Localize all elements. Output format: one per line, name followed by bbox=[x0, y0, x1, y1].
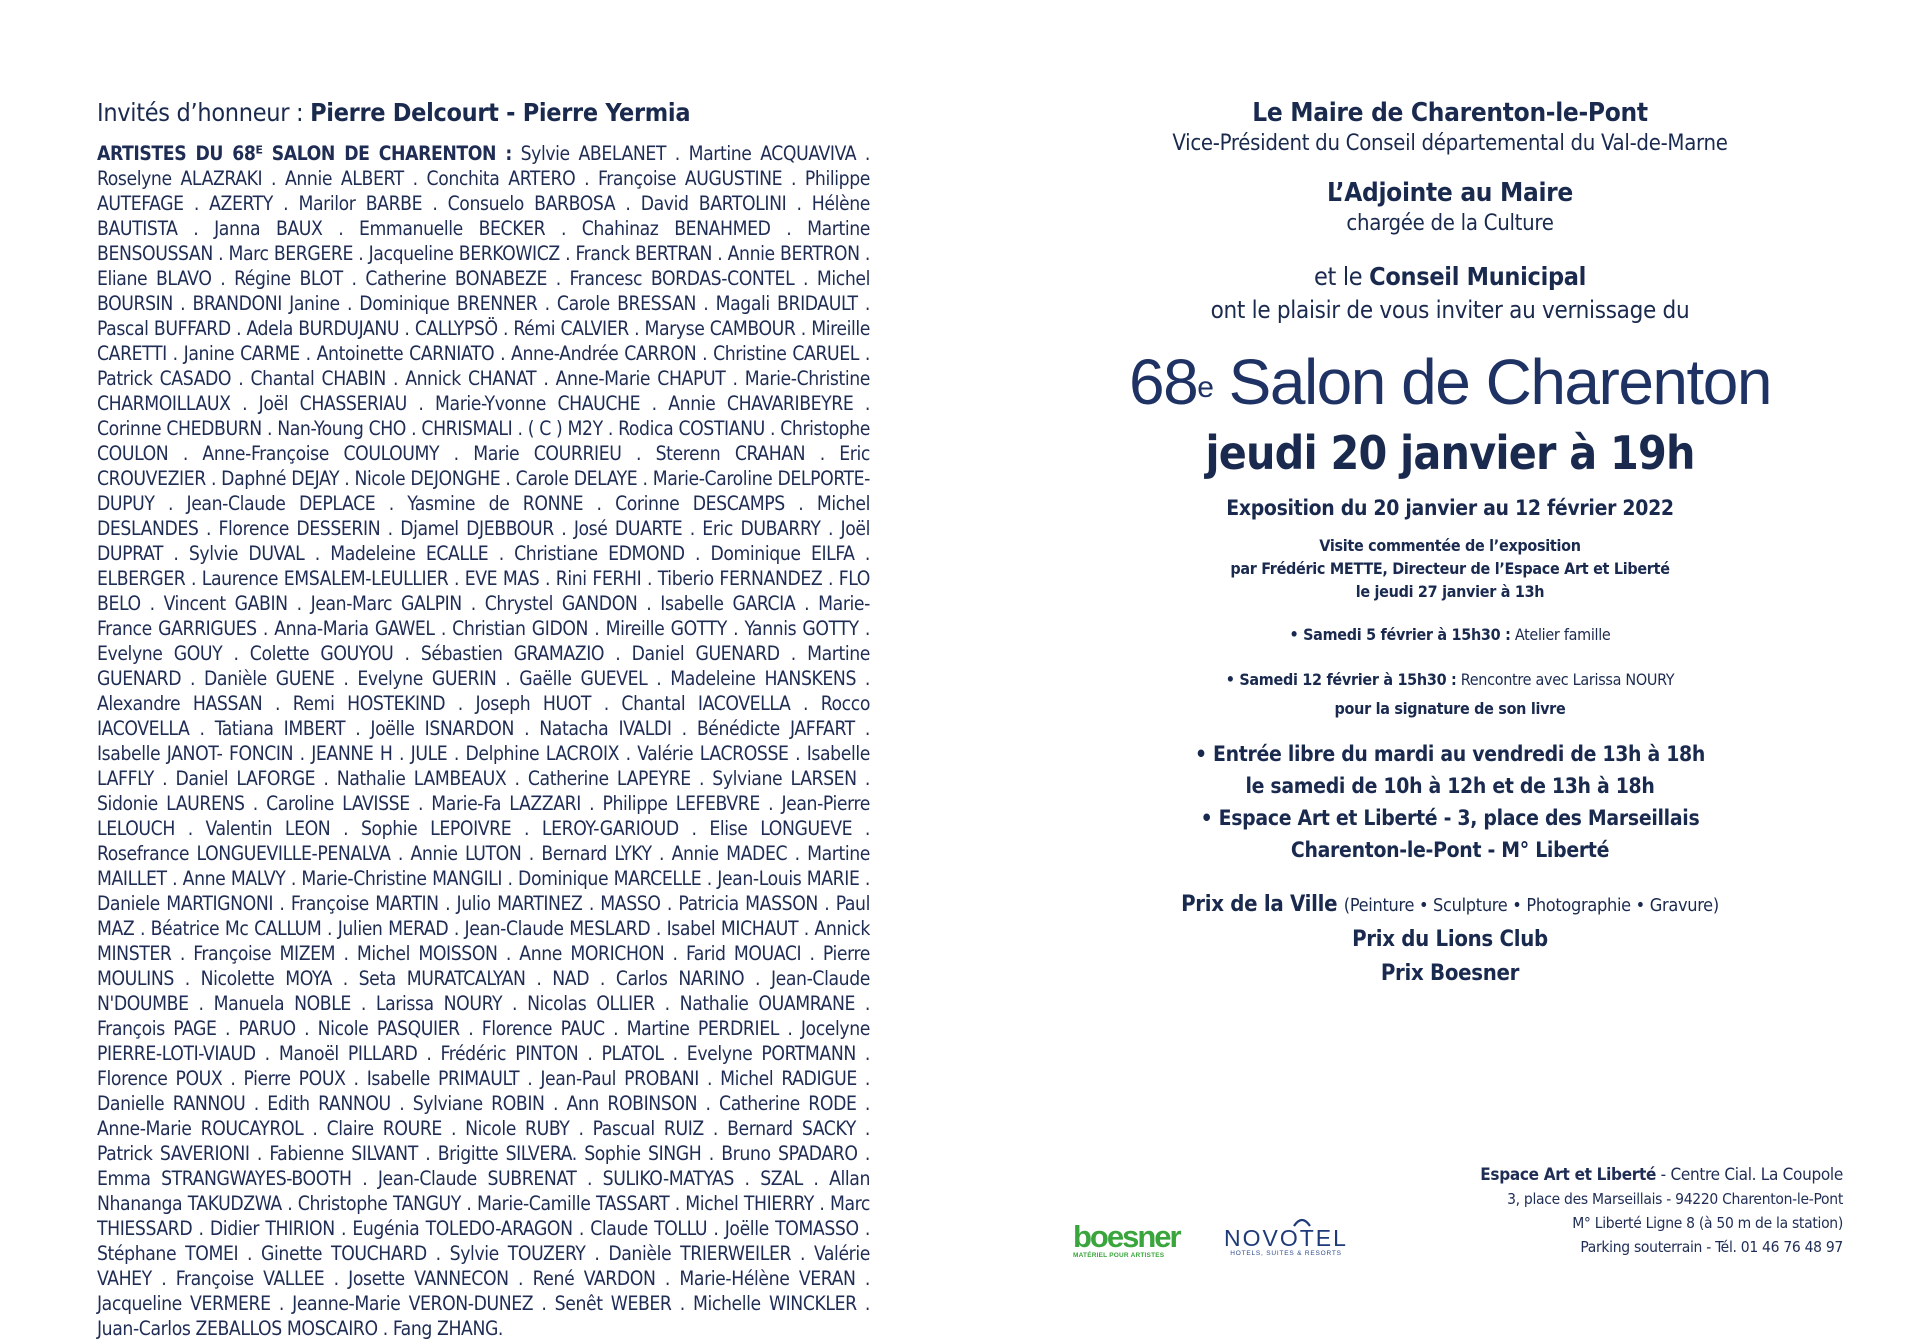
salon-number: 68 bbox=[1129, 346, 1198, 418]
boesner-wordmark: boesner bbox=[1073, 1219, 1180, 1254]
salon-title bbox=[1060, 342, 1840, 422]
novotel-tagline: HOTELS, SUITES & RESORTS bbox=[1230, 1250, 1342, 1257]
venue-name: Espace Art et Liberté bbox=[1480, 1165, 1657, 1185]
info-line-3: • Espace Art et Liberté - 3, place des Marseillais bbox=[1200, 806, 1700, 830]
adjoint-title: L’Adjointe au Maire bbox=[1327, 178, 1573, 208]
artists-names: Sylvie ABELANET . Martine ACQUAVIVA . Roselyne ALAZRAKI . Annie ALBERT . Conchita ARTERO . Françoise AUGUSTINE . Philippe AUTEFAGE . AZERTY . Marilor BARBE . Consuelo BARBOSA . David BARTOLINI . Hélène BAUTISTA . Janna BAUX . Emmanuelle BECKER . Chahinaz BENAHMED . Martine BENSOUSSAN . Marc BERGERE . Jacqueline BERKOWICZ . Franck BERTRAN . Annie BERTRON . Eliane BLAVO . Régine BLOT . Catherine BONABEZE . Francesc BORDAS-CONTEL . Michel BOURSIN . BRANDONI Janine . Dominique BRENNER . Carole BRESSAN . Magali BRIDAULT . Pascal BUFFARD . Adela BURDUJANU . CALLYPSÖ . Rémi CALVIER . Maryse CAMBOUR . Mireille CARETTI . Janine CARME . Antoinette CARNIATO . Anne-Andrée CARRON . Christine CARUEL . Patrick CASADO . Chantal CHABIN . Annick CHANAT . Anne-Marie CHAPUT . Marie-Christine CHARMOILLAUX . Joël CHASSERIAU . Marie-Yvonne CHAUCHE . Annie CHAVARIBEYRE . Corinne CHEDBURN . Nan-Young CHO . CHRISMALI . ( C ) M2Y . Rodica COSTIANU . Christophe COULON . Anne-Françoise COULOUMY . Marie COURRIEU . Sterenn CRAHAN . Eric CROUVEZIER . Daphné DEJAY . Nicole DEJONGHE . Carole DELAYE . Marie-Caroline DELPORTE-DUPUY . Jean-Claude DEPLACE . Yasmine de RONNE . Corinne DESCAMPS . Michel DESLANDES . Florence DESSERIN . Djamel DJEBBOUR . José DUARTE . Eric DUBARRY . Joël DUPRAT . Sylvie DUVAL . Madeleine ECALLE . Christiane EDMOND . Dominique EILFA . ELBERGER . Laurence EMSALEM-LEULLIER . EVE MAS . Rini FERHI . Tiberio FERNANDEZ . FLO BELO . Vincent GABIN . Jean-Marc GALPIN . Chrystel GANDON . Isabelle GARCIA . Marie-France GARRIGUES . Anna-Maria GAWEL . Christian GIDON . Mireille GOTTY . Yannis GOTTY . Evelyne GOUY . Colette GOUYOU . Sébastien GRAMAZIO . Daniel GUENARD . Martine GUENARD . Danièle GUENE . Evelyne GUERIN . Gaëlle GUEVEL . Madeleine HANSKENS . Alexandre HASSAN . Remi HOSTEKIND . Joseph HUOT . Chantal IACOVELLA . Rocco IACOVELLA . Tatiana IMBERT . Joëlle ISNARDON . Natacha IVALDI . Bénédicte JAFFART . Isabelle JANOT- FONCIN . JEANNE H . JULE . Delphine LACROIX . Valérie LACROSSE . Isabelle LAFFLY . Daniel LAFORGE . Nathalie LAMBEAUX . Catherine LAPEYRE . Sylviane LARSEN . Sidonie LAURENS . Caroline LAVISSE . Marie-Fa LAZZARI . Philippe LEFEBVRE . Jean-Pierre LELOUCH . Valentin LEON . Sophie LEPOIVRE . LEROY-GARIOUD . Elise LONGUEVE . Rosefrance LONGUEVILLE-PENALVA . Annie LUTON . Bernard LYKY . Annie MADEC . Martine MAILLET . Anne MALVY . Marie-Christine MANGILI . Dominique MARCELLE . Jean-Louis MARIE . Daniele MARTIGNONI . Françoise MARTIN . Julio MARTINEZ . MASSO . Patricia MASSON . Paul MAZ . Béatrice Mc CALLUM . Julien MERAD . Jean-Claude MESLARD . Isabel MICHAUT . Annick MINSTER . Françoise MIZEM . Michel MOISSON . Anne MORICHON . Farid MOUACI . Pierre MOULINS . Nicolette MOYA . Seta MURATCALYAN . NAD . Carlos NARINO . Jean-Claude N'DOUMBE . Manuela NOBLE . Larissa NOURY . Nicolas OLLIER . Nathalie OUAMRANE . François PAGE . PARUO . Nicole PASQUIER . Florence PAUC . Martine PERDRIEL . Jocelyne PIERRE-LOTI-VIAUD . Manoël PILLARD . Frédéric PINTON . PLATOL . Evelyne PORTMANN . Florence POUX . Pierre POUX . Isabelle PRIMAULT . Jean-Paul PROBANI . Michel RADIGUE . Danielle RANNOU . Edith RANNOU . Sylviane ROBIN . Ann ROBINSON . Catherine RODE . Anne-Marie ROUCAYROL . Claire ROURE . Nicole RUBY . Pascual RUIZ . Bernard SACKY . Patrick SAVERIONI . Fabienne SILVANT . Brigitte SILVERA. Sophie SINGH . Bruno SPADARO . Emma STRANGWAYES-BOOTH . Jean-Claude SUBRENAT . SULIKO-MATYAS . SZAL . Allan Nhananga TAKUDZWA . Christophe TANGUY . Marie-Camille TASSART . Michel THIERRY . Marc THIESSARD . Didier THIRION . Eugénia TOLEDO-ARAGON . Claude TOLLU . Joëlle TOMASSO . Stéphane TOMEI . Ginette TOUCHARD . Sylvie TOUZERY . Danièle TRIERWEILER . Valérie VAHEY . Françoise VALLEE . Josette VANNECON . René VARDON . Marie-Hélène VERAN . Jacqueline VERMERE . Jeanne-Marie VERON-DUNEZ . Senêt WEBER . Michelle WINCKLER . Juan-Carlos ZEBALLOS MOSCAIRO . Fang ZHANG. bbox=[97, 142, 870, 1340]
council-name: Conseil Municipal bbox=[1369, 262, 1587, 291]
mayor-subtitle: Vice-Président du Conseil départemental du Val-de-Marne bbox=[1172, 131, 1728, 156]
council-line bbox=[1060, 260, 1840, 294]
council-prefix: et le bbox=[1313, 262, 1363, 291]
boesner-logo bbox=[1073, 1219, 1191, 1260]
address-line-1 bbox=[1480, 1163, 1843, 1187]
event1-date: • Samedi 5 février à 15h30 : bbox=[1289, 625, 1511, 644]
artists-column bbox=[97, 97, 870, 1341]
exhibition-dates: Exposition du 20 janvier au 12 février 2022 bbox=[1226, 496, 1674, 520]
prize-city-label: Prix de la Ville bbox=[1181, 892, 1338, 917]
prize-boesner: Prix Boesner bbox=[1380, 961, 1520, 986]
guests-label: Invités d’honneur : bbox=[97, 98, 304, 127]
adjoint-subtitle: chargée de la Culture bbox=[1346, 211, 1554, 236]
prize-lions-club: Prix du Lions Club bbox=[1352, 927, 1548, 952]
invitation-column bbox=[1060, 96, 1840, 991]
invite-line: ont le plaisir de vous inviter au vernissage du bbox=[1210, 296, 1690, 324]
address-line-3: M° Liberté Ligne 8 (à 50 m de la station) bbox=[1572, 1214, 1843, 1232]
novotel-arc-icon bbox=[1292, 1216, 1312, 1228]
guided-visit bbox=[1060, 534, 1840, 603]
event2-date: • Samedi 12 février à 15h30 : bbox=[1225, 670, 1457, 689]
address-line-4: Parking souterrain - Tél. 01 46 76 48 97 bbox=[1580, 1238, 1843, 1256]
artists-heading: ARTISTES DU 68ᴱ SALON DE CHARENTON : bbox=[97, 142, 512, 165]
guests-of-honour bbox=[97, 97, 870, 129]
boesner-tagline: MATÉRIEL POUR ARTISTES bbox=[1073, 1252, 1165, 1259]
info-line-1: • Entrée libre du mardi au vendredi de 13h à 18h bbox=[1194, 742, 1706, 766]
event2-text: Rencontre avec Larissa NOURY bbox=[1460, 670, 1675, 689]
event2-line2: pour la signature de son livre bbox=[1334, 699, 1566, 718]
guests-names: Pierre Delcourt - Pierre Yermia bbox=[310, 98, 691, 127]
visit-line-1: Visite commentée de l’exposition bbox=[1319, 536, 1581, 555]
visit-line-3: le jeudi 27 janvier à 13h bbox=[1355, 582, 1545, 601]
novotel-logo bbox=[1218, 1216, 1354, 1258]
salon-ordinal: e bbox=[1197, 371, 1213, 404]
salon-name: Salon de Charenton bbox=[1228, 346, 1771, 418]
info-line-2: le samedi de 10h à 12h et de 13h à 18h bbox=[1245, 774, 1655, 798]
venue-location: - Centre Cial. La Coupole bbox=[1656, 1165, 1843, 1185]
novotel-wordmark: NOVOTEL bbox=[1224, 1225, 1348, 1251]
practical-info bbox=[1060, 738, 1840, 866]
venue-address bbox=[1480, 1163, 1843, 1259]
info-line-4: Charenton-le-Pont - M° Liberté bbox=[1290, 838, 1610, 862]
prizes bbox=[1060, 888, 1840, 991]
event-family-workshop bbox=[1060, 623, 1840, 646]
event1-text: Atelier famille bbox=[1514, 625, 1611, 644]
vernissage-date: jeudi 20 janvier à 19h bbox=[1205, 426, 1695, 480]
visit-line-2: par Frédéric METTE, Directeur de l’Espace Art et Liberté bbox=[1230, 559, 1670, 578]
artists-list bbox=[97, 141, 870, 1341]
event-book-signing bbox=[1060, 668, 1840, 691]
prize-city bbox=[1060, 888, 1840, 923]
address-line-2: 3, place des Marseillais - 94220 Charenton-le-Pont bbox=[1507, 1190, 1843, 1208]
prize-city-categories: (Peinture • Sculpture • Photographie • Gravure) bbox=[1343, 895, 1719, 916]
mayor-title: Le Maire de Charenton-le-Pont bbox=[1252, 98, 1648, 128]
